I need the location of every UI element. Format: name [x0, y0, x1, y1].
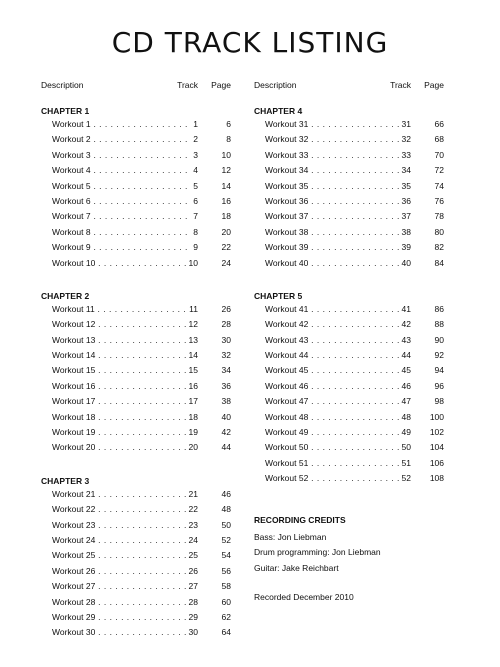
- track-description: Workout 11 . . .: [52, 304, 194, 314]
- track-description: Workout 7 . . .: [52, 211, 194, 221]
- track-number: 51: [401, 457, 411, 468]
- page-number: 8: [226, 134, 231, 145]
- track-number: 47: [401, 396, 411, 407]
- credit-recorded: Recorded December 2010: [254, 592, 354, 603]
- track-row: [41, 566, 231, 581]
- track-row: [41, 504, 231, 519]
- page-number: 84: [434, 257, 444, 268]
- track-row: [254, 211, 444, 226]
- track-number: 30: [188, 627, 198, 638]
- track-row: [41, 427, 231, 442]
- track-row: [254, 165, 444, 180]
- track-description: Workout 13 . . .: [52, 335, 194, 345]
- track-number: 49: [401, 427, 411, 438]
- page-number: 88: [434, 319, 444, 330]
- track-description: Workout 17 . . .: [52, 396, 194, 406]
- track-row: [254, 412, 444, 427]
- track-number: 33: [401, 149, 411, 160]
- track-number: 7: [193, 211, 198, 222]
- track-description: Workout 40 . . .: [265, 258, 407, 268]
- track-description: Workout 3 . . .: [52, 150, 194, 160]
- track-description: Workout 4 . . .: [52, 165, 194, 175]
- track-description: Workout 33 . . .: [265, 150, 407, 160]
- track-number: 44: [401, 350, 411, 361]
- track-number: 3: [193, 149, 198, 160]
- track-description: Workout 12 . . .: [52, 319, 194, 329]
- track-number: 8: [193, 226, 198, 237]
- page-number: 34: [221, 365, 231, 376]
- page-number: 98: [434, 396, 444, 407]
- track-row: [254, 304, 444, 319]
- page-number: 78: [434, 211, 444, 222]
- track-row: [41, 550, 231, 565]
- track-number: 28: [188, 596, 198, 607]
- credit-bass: Bass: Jon Liebman: [254, 531, 327, 542]
- track-description: Workout 31 . . .: [265, 119, 407, 129]
- track-row: [41, 150, 231, 165]
- page-title: CD TRACK LISTING: [111, 26, 389, 59]
- track-description: Workout 10 . . .: [52, 258, 194, 268]
- page-number: 46: [221, 488, 231, 499]
- track-description: Workout 45 . . .: [265, 365, 407, 375]
- page-number: 74: [434, 180, 444, 191]
- track-description: Workout 52 . . .: [265, 473, 407, 483]
- track-number: 20: [188, 442, 198, 453]
- track-number: 25: [188, 550, 198, 561]
- chapter-heading: CHAPTER 5: [254, 290, 303, 301]
- right-column: [254, 80, 444, 608]
- page-number: 68: [434, 134, 444, 145]
- track-row: [254, 473, 444, 488]
- page-number: 42: [221, 427, 231, 438]
- track-row: [41, 381, 231, 396]
- track-row: [254, 242, 444, 257]
- track-number: 6: [193, 195, 198, 206]
- track-description: Workout 15 . . .: [52, 365, 194, 375]
- track-description: Workout 1 . . .: [52, 119, 194, 129]
- track-row: [254, 227, 444, 242]
- track-description: Workout 9 . . .: [52, 242, 194, 252]
- track-description: Workout 16 . . .: [52, 381, 194, 391]
- right-track-list: [254, 106, 444, 495]
- page-number: 60: [221, 596, 231, 607]
- track-number: 11: [189, 303, 198, 314]
- track-row: [41, 396, 231, 411]
- track-row: [254, 181, 444, 196]
- track-number: 39: [401, 242, 411, 253]
- track-number: 16: [188, 380, 198, 391]
- chapter-heading: CHAPTER 3: [41, 475, 90, 486]
- track-row: [41, 304, 231, 319]
- track-description: Workout 42 . . .: [265, 319, 407, 329]
- track-row: [41, 597, 231, 612]
- chapter-gap: [41, 273, 231, 279]
- track-number: 40: [401, 257, 411, 268]
- header-page: Page: [424, 80, 444, 90]
- page-number: 18: [221, 211, 231, 222]
- page-number: 70: [434, 149, 444, 160]
- page-number: 26: [221, 303, 231, 314]
- track-description: Workout 20 . . .: [52, 442, 194, 452]
- page-number: 102: [429, 427, 444, 438]
- track-row: [254, 134, 444, 149]
- page-number: 58: [221, 581, 231, 592]
- track-number: 18: [188, 411, 198, 422]
- track-row: [41, 319, 231, 334]
- track-number: 12: [188, 319, 198, 330]
- page-number: 64: [221, 627, 231, 638]
- page-number: 54: [221, 550, 231, 561]
- track-row: [254, 196, 444, 211]
- chapter-gap: [41, 458, 231, 464]
- track-description: Workout 21 . . .: [52, 489, 194, 499]
- track-row: [41, 196, 231, 211]
- page-number: 66: [434, 119, 444, 129]
- track-description: Workout 38 . . .: [265, 227, 407, 237]
- track-number: 5: [193, 180, 198, 191]
- track-number: 41: [401, 303, 411, 314]
- track-row: [254, 396, 444, 411]
- page-number: 14: [221, 180, 231, 191]
- track-number: 48: [401, 411, 411, 422]
- track-row: [41, 412, 231, 427]
- page-number: 50: [221, 519, 231, 530]
- track-description: Workout 32 . . .: [265, 134, 407, 144]
- page-number: 30: [221, 334, 231, 345]
- track-row: [41, 350, 231, 365]
- track-number: 15: [188, 365, 198, 376]
- track-number: 50: [401, 442, 411, 453]
- page-number: 10: [221, 149, 231, 160]
- page-number: 6: [226, 119, 231, 129]
- chapter-heading: CHAPTER 1: [41, 106, 90, 116]
- track-description: Workout 28 . . .: [52, 597, 194, 607]
- page-number: 56: [221, 565, 231, 576]
- track-row: [41, 612, 231, 627]
- track-row: [254, 150, 444, 165]
- track-row: [254, 335, 444, 350]
- track-number: 10: [188, 257, 198, 268]
- recording-credits: [254, 515, 444, 608]
- track-description: Workout 48 . . .: [265, 412, 407, 422]
- column-header: [41, 80, 231, 94]
- track-number: 24: [188, 534, 198, 545]
- page-number: 100: [429, 411, 444, 422]
- header-track: Track: [177, 80, 198, 90]
- track-row: [254, 381, 444, 396]
- page-number: 20: [221, 226, 231, 237]
- track-description: Workout 18 . . .: [52, 412, 194, 422]
- track-row: [41, 627, 231, 642]
- track-description: Workout 30 . . .: [52, 627, 194, 637]
- track-row: [254, 119, 444, 134]
- left-column: [41, 80, 231, 649]
- track-row: [254, 458, 444, 473]
- track-row: [254, 319, 444, 334]
- page-number: 72: [434, 165, 444, 176]
- page-number: 24: [221, 257, 231, 268]
- track-description: Workout 22 . . .: [52, 504, 194, 514]
- page-number: 44: [221, 442, 231, 453]
- left-track-list: [41, 106, 231, 649]
- header-description: Description: [254, 80, 297, 90]
- chapter-heading: CHAPTER 2: [41, 290, 90, 301]
- track-number: 46: [401, 380, 411, 391]
- track-number: 14: [188, 350, 198, 361]
- track-row: [254, 258, 444, 273]
- page-number: 12: [221, 165, 231, 176]
- page-number: 52: [221, 534, 231, 545]
- track-description: Workout 44 . . .: [265, 350, 407, 360]
- page-number: 62: [221, 611, 231, 622]
- header-track: Track: [390, 80, 411, 90]
- track-description: Workout 43 . . .: [265, 335, 407, 345]
- track-description: Workout 37 . . .: [265, 211, 407, 221]
- track-number: 22: [188, 504, 198, 515]
- track-description: Workout 36 . . .: [265, 196, 407, 206]
- track-description: Workout 35 . . .: [265, 181, 407, 191]
- page-number: 92: [434, 350, 444, 361]
- page-number: 28: [221, 319, 231, 330]
- page-number: 106: [429, 457, 444, 468]
- page-number: 82: [434, 242, 444, 253]
- track-number: 52: [401, 473, 411, 484]
- page-number: 90: [434, 334, 444, 345]
- track-number: 35: [401, 180, 411, 191]
- track-description: Workout 23 . . .: [52, 520, 194, 530]
- track-row: [41, 581, 231, 596]
- track-description: Workout 39 . . .: [265, 242, 407, 252]
- header-description: Description: [41, 80, 84, 90]
- chapter-heading: CHAPTER 4: [254, 106, 303, 116]
- track-description: Workout 51 . . .: [265, 458, 407, 468]
- page-number: 86: [434, 303, 444, 314]
- track-number: 13: [188, 334, 198, 345]
- page-number: 32: [221, 350, 231, 361]
- track-row: [254, 365, 444, 380]
- track-number: 43: [401, 334, 411, 345]
- page-number: 48: [221, 504, 231, 515]
- page-number: 108: [429, 473, 444, 484]
- track-number: 2: [193, 134, 198, 145]
- track-number: 21: [188, 488, 198, 499]
- track-number: 36: [401, 195, 411, 206]
- track-description: Workout 2 . . .: [52, 134, 194, 144]
- track-row: [41, 335, 231, 350]
- track-number: 45: [401, 365, 411, 376]
- track-number: 9: [193, 242, 198, 253]
- track-description: Workout 34 . . .: [265, 165, 407, 175]
- track-row: [41, 181, 231, 196]
- page-number: 94: [434, 365, 444, 376]
- track-row: [41, 365, 231, 380]
- track-description: Workout 24 . . .: [52, 535, 194, 545]
- track-row: [41, 258, 231, 273]
- track-row: [41, 227, 231, 242]
- chapter-gap: [254, 273, 444, 279]
- track-row: [254, 427, 444, 442]
- credit-drums: Drum programming: Jon Liebman: [254, 547, 381, 558]
- credit-guitar: Guitar: Jake Reichbart: [254, 562, 339, 573]
- track-row: [41, 520, 231, 535]
- track-row: [41, 134, 231, 149]
- header-page: Page: [211, 80, 231, 90]
- track-description: Workout 41 . . .: [265, 304, 407, 314]
- track-row: [41, 211, 231, 226]
- page-number: 38: [221, 396, 231, 407]
- track-number: 29: [188, 611, 198, 622]
- page-number: 96: [434, 380, 444, 391]
- track-description: Workout 14 . . .: [52, 350, 194, 360]
- track-description: Workout 26 . . .: [52, 566, 194, 576]
- column-header: [254, 80, 444, 94]
- track-number: 38: [401, 226, 411, 237]
- page-number: 16: [221, 195, 231, 206]
- track-description: Workout 8 . . .: [52, 227, 194, 237]
- track-description: Workout 47 . . .: [265, 396, 407, 406]
- track-number: 23: [188, 519, 198, 530]
- track-description: Workout 49 . . .: [265, 427, 407, 437]
- page-number: 76: [434, 195, 444, 206]
- track-description: Workout 5 . . .: [52, 181, 194, 191]
- track-row: [41, 165, 231, 180]
- credits-heading: RECORDING CREDITS: [254, 514, 346, 525]
- track-number: 42: [401, 319, 411, 330]
- track-description: Workout 25 . . .: [52, 550, 194, 560]
- track-row: [41, 442, 231, 457]
- page-number: 36: [221, 380, 231, 391]
- track-row: [41, 242, 231, 257]
- page-number: 104: [429, 442, 444, 453]
- track-row: [41, 119, 231, 134]
- track-number: 31: [401, 119, 411, 129]
- track-row: [254, 442, 444, 457]
- track-description: Workout 27 . . .: [52, 581, 194, 591]
- track-number: 34: [401, 165, 411, 176]
- track-description: Workout 46 . . .: [265, 381, 407, 391]
- chapter-gap: [41, 643, 231, 649]
- chapter-gap: [254, 489, 444, 495]
- track-description: Workout 50 . . .: [265, 442, 407, 452]
- page-number: 80: [434, 226, 444, 237]
- page-number: 40: [221, 411, 231, 422]
- track-number: 4: [193, 165, 198, 176]
- track-number: 32: [401, 134, 411, 145]
- track-row: [41, 489, 231, 504]
- track-number: 17: [188, 396, 198, 407]
- track-number: 19: [188, 427, 198, 438]
- track-number: 27: [188, 581, 198, 592]
- track-row: [41, 535, 231, 550]
- track-description: Workout 6 . . .: [52, 196, 194, 206]
- track-number: 37: [401, 211, 411, 222]
- track-description: Workout 29 . . .: [52, 612, 194, 622]
- page-number: 22: [221, 242, 231, 253]
- track-number: 1: [193, 119, 198, 129]
- track-row: [254, 350, 444, 365]
- track-number: 26: [188, 565, 198, 576]
- track-description: Workout 19 . . .: [52, 427, 194, 437]
